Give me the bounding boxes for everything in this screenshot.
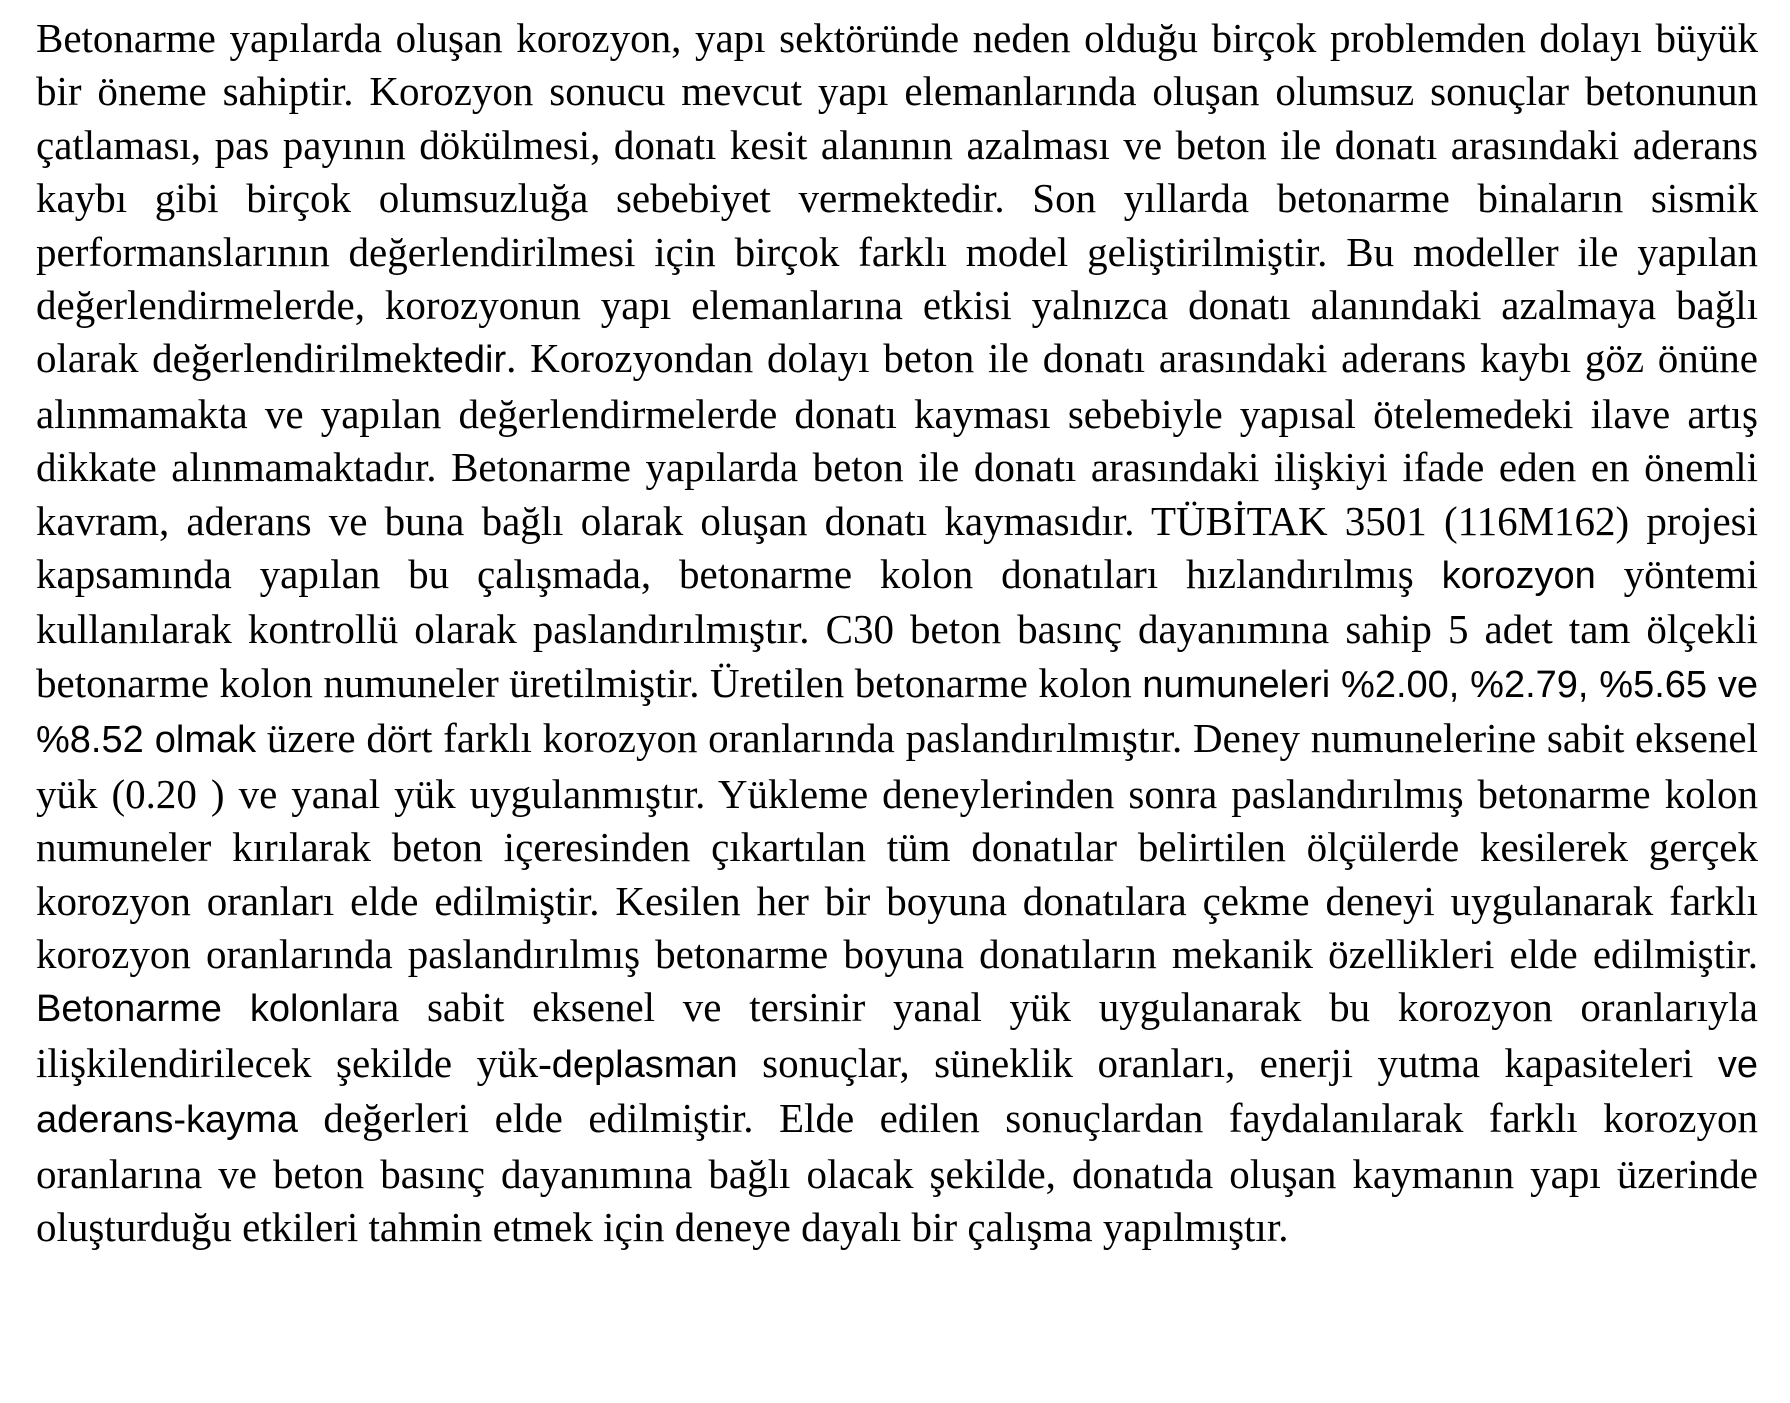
text-run: yöntemi kullanılarak kontrollü olarak paslandırılmıştır. C30 beton basınç dayanımına sahip 5 adet tam ölçekli betonarme kolon numuneler üretilmiştir. Üretilen betonarme kolon <box>36 551 1758 706</box>
document-page <box>36 12 1758 1254</box>
text-run-sans: deplasman <box>551 1043 738 1086</box>
text-run: Betonarme yapılarda oluşan korozyon, yapı sektöründe neden olduğu birçok problemden dolayı büyük bir öneme sahiptir. Korozyon sonucu mevcut yapı elemanlarında oluşan olumsuz sonuçlar betonunun çatlaması, pas payının dökülmesi, donatı kesit alanının azalması ve beton ile donatı arasındaki aderans kaybı gibi birçok olumsuzluğa sebebiyet vermektedir. Son yıllarda betonarme binaların sismik performanslarının değerlendirilmesi için birçok farklı model geliştirilmiştir. Bu modeller ile yapılan değerlendirmelerde, korozyonun yapı elemanlarına etkisi yalnızca donatı alanındaki azalmaya bağlı olarak değerlendirilmek <box>36 15 1758 382</box>
text-run-sans: Betonarme kolonl <box>36 988 350 1031</box>
text-run-sans: ve aderans-kayma <box>36 1043 1758 1142</box>
text-run: ara sabit eksenel ve tersinir yanal yük uygulanarak bu korozyon oranlarıyla ilişkilendirilecek şekilde yük- <box>36 984 1758 1086</box>
text-run-sans: korozyon <box>1441 555 1596 598</box>
text-run-sans: numuneleri %2.00, %2.79, %5.65 ve %8.52 olmak <box>36 663 1759 762</box>
text-run: . Korozyondan dolayı beton ile donatı arasındaki aderans kaybı göz önüne alınmamakta ve yapılan değerlendirmelerde donatı kayması sebebiyle yapısal ötelemedeki ilave artış dikkate alınmamaktadır. Betonarme yapılarda beton ile donatı arasındaki ilişkiyi ifade eden en önemli kavram, aderans ve buna bağlı olarak oluşan donatı kaymasıdır. TÜBİTAK 3501 (116M162) projesi kapsamında yapılan bu çalışmada, betonarme kolon donatıları hızlandırılmış <box>36 335 1758 598</box>
text-run-sans: tedir <box>432 339 507 382</box>
text-run: üzere dört farklı korozyon oranlarında paslandırılmıştır. Deney numunelerine sabit eksenel yük (0.20 ) ve yanal yük uygulanmıştır. Yükleme deneylerinden sonra paslandırılmış betonarme kolon numuneler kırılarak beton içeresinden çıkartılan tüm donatılar belirtilen ölçülerde kesilerek gerçek korozyon oranları elde edilmiştir. Kesilen her bir boyuna donatılara çekme deneyi uygulanarak farklı korozyon oranlarında paslandırılmış betonarme boyuna donatıların mekanik özellikleri elde edilmiştir. <box>36 715 1758 977</box>
text-run: sonuçlar, süneklik oranları, enerji yutma kapasiteleri <box>737 1039 1718 1086</box>
text-run: değerleri elde edilmiştir. Elde edilen sonuçlardan faydalanılarak farklı korozyon oranlarına ve beton basınç dayanımına bağlı olacak şekilde, donatıda oluşan kaymanın yapı üzerinde oluşturduğu etkileri tahmin etmek için deneye dayalı bir çalışma yapılmıştır. <box>36 1095 1758 1250</box>
abstract-paragraph <box>36 12 1758 1254</box>
